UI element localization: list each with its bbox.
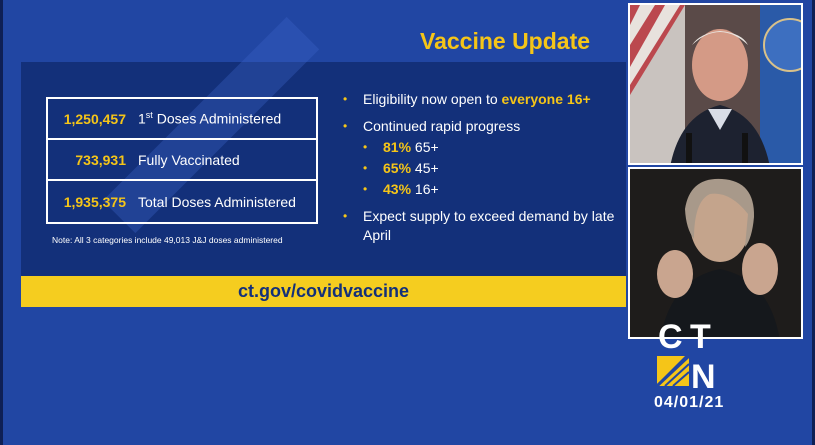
stat-label: 1st Doses Administered — [138, 110, 282, 127]
svg-text:T: T — [690, 318, 711, 356]
stat-row-first-doses — [48, 99, 316, 140]
bullet-dot-icon: • — [363, 161, 368, 175]
stats-panel — [21, 62, 626, 276]
stat-row-total-doses — [48, 181, 316, 222]
bullet-dot-icon: • — [363, 182, 368, 196]
stat-value: 1,935,375 — [63, 193, 126, 210]
stat-value: 1,250,457 — [63, 110, 126, 127]
stat-label: Fully Vaccinated — [138, 151, 240, 168]
bullet-dot-icon: • — [343, 209, 348, 223]
bullet-list — [343, 90, 623, 253]
slide-title: Vaccine Update — [420, 28, 591, 54]
bullet-item: • Eligibility now open to everyone 16+ — [343, 91, 591, 107]
url-banner: ct.gov/covidvaccine — [21, 276, 626, 307]
bullet-item: • Expect supply to exceed demand by late April — [343, 208, 615, 243]
sub-bullet-item: • 81% 65+ — [363, 139, 439, 155]
stat-row-fully-vaccinated — [48, 140, 316, 181]
bullet-dot-icon: • — [343, 119, 348, 133]
interpreter-image — [630, 169, 803, 339]
bullet-dot-icon: • — [363, 140, 368, 154]
sub-bullet-item: • 65% 45+ — [363, 160, 439, 176]
svg-text:N: N — [691, 358, 716, 396]
bullet-item: • Continued rapid progress — [343, 118, 521, 134]
svg-text:C: C — [658, 318, 683, 356]
stats-table — [46, 97, 318, 224]
speaker-image — [630, 5, 803, 165]
sub-bullet-item: • 43% 16+ — [363, 181, 439, 197]
stat-label: Total Doses Administered — [138, 193, 296, 210]
speaker-video — [628, 3, 803, 165]
stat-value: 733,931 — [75, 151, 126, 168]
bullet-dot-icon: • — [343, 92, 348, 106]
stats-note: Note: All 3 categories include 49,013 J&J doses administered — [52, 235, 283, 245]
interpreter-video — [628, 167, 803, 339]
broadcast-date: 04/01/21 — [654, 394, 725, 411]
